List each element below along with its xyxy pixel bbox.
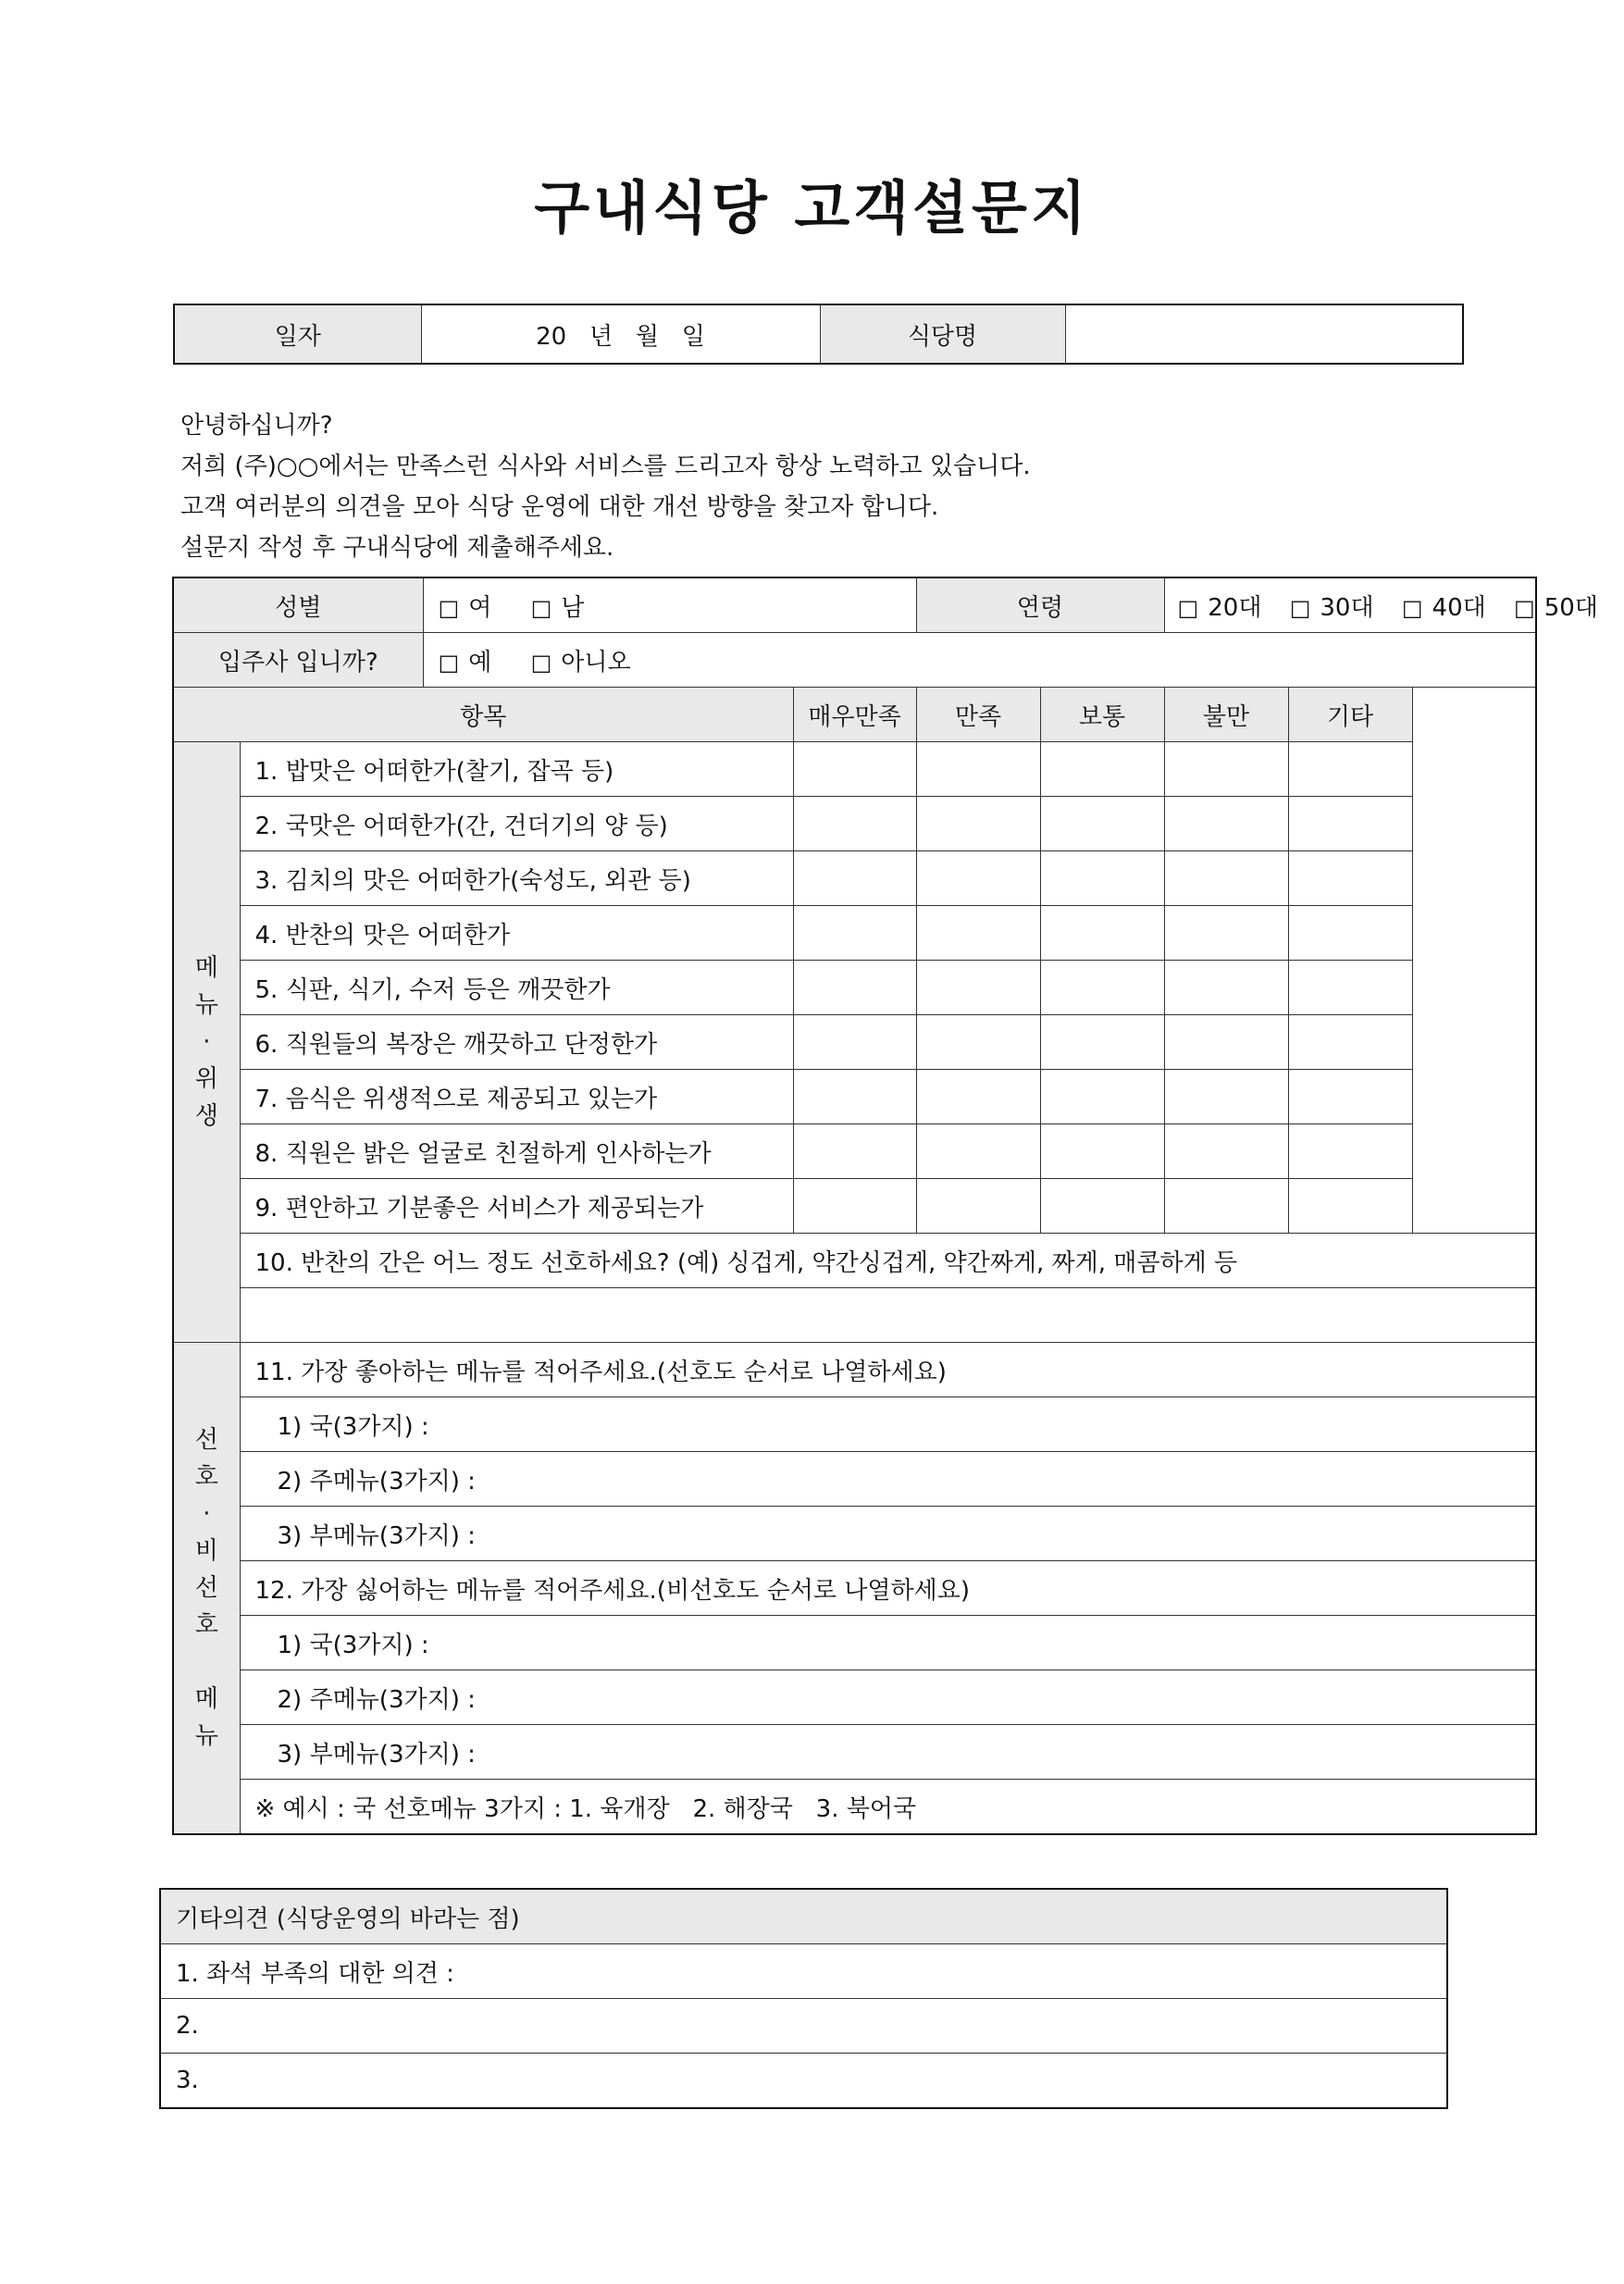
rating-cell[interactable]	[793, 1015, 916, 1070]
rating-cell[interactable]	[1288, 851, 1412, 906]
section-label-char: 선	[194, 1574, 218, 1602]
other-opinion-line-1[interactable]: 1. 좌석 부족의 대한 의견 :	[160, 1944, 1447, 1999]
rating-cell[interactable]	[793, 961, 916, 1015]
rating-cell[interactable]	[1164, 906, 1288, 961]
intro-line: 안녕하십니까?	[180, 412, 333, 440]
intro-line: 설문지 작성 후 구내식당에 제출해주세요.	[180, 534, 614, 562]
rating-cell[interactable]	[1040, 1070, 1164, 1124]
q11-side-menu-field[interactable]: 3) 부메뉴(3가지) :	[240, 1507, 1536, 1561]
rating-cell[interactable]	[1040, 961, 1164, 1015]
question-7: 7. 음식은 위생적으로 제공되고 있는가	[240, 1070, 793, 1124]
rating-cell[interactable]	[1164, 742, 1288, 797]
rating-cell[interactable]	[916, 797, 1040, 851]
rating-cell[interactable]	[1288, 1015, 1412, 1070]
rating-cell[interactable]	[916, 1015, 1040, 1070]
rating-cell[interactable]	[1040, 906, 1164, 961]
rating-cell[interactable]	[793, 1124, 916, 1179]
rating-cell[interactable]	[1164, 961, 1288, 1015]
rating-cell[interactable]	[916, 906, 1040, 961]
example-note: ※ 예시 : 국 선호메뉴 3가지 : 1. 육개장 2. 해장국 3. 북어국	[240, 1780, 1536, 1835]
rating-cell[interactable]	[793, 1179, 916, 1234]
question-3: 3. 김치의 맛은 어떠한가(숙성도, 외관 등)	[240, 851, 793, 906]
rating-cell[interactable]	[1164, 797, 1288, 851]
section-label-char: ·	[203, 1500, 211, 1528]
checkbox-icon[interactable]: □	[438, 594, 460, 621]
checkbox-icon[interactable]: □	[1401, 594, 1423, 621]
section-label-char: 생	[194, 1102, 218, 1130]
question-6: 6. 직원들의 복장은 깨끗하고 단정한가	[240, 1015, 793, 1070]
intro-line: 저희 (주)○○에서는 만족스런 식사와 서비스를 드리고자 항상 노력하고 있습니다.	[180, 453, 1031, 480]
rating-header-dissatisfied: 불만	[1164, 688, 1288, 742]
question-10: 10. 반찬의 간은 어느 정도 선호하세요? (예) 싱겁게, 약간싱겁게, 약간짜게, 짜게, 매콤하게 등	[240, 1234, 1536, 1288]
gender-option-male[interactable]	[531, 594, 585, 622]
section-label-char: 뉴	[194, 1722, 218, 1750]
section-label-char: 위	[194, 1065, 218, 1093]
age-option-40[interactable]	[1402, 594, 1486, 622]
section-label-char: 호	[194, 1611, 218, 1639]
question-1: 1. 밥맛은 어떠한가(찰기, 잡곡 등)	[240, 742, 793, 797]
rating-header-very-satisfied: 매우만족	[793, 688, 916, 742]
rating-cell[interactable]	[1288, 961, 1412, 1015]
section-label-char: 비	[194, 1537, 218, 1565]
section-label-menu-hygiene	[173, 742, 240, 1343]
rating-header-satisfied: 만족	[916, 688, 1040, 742]
rating-cell[interactable]	[793, 1070, 916, 1124]
option-label: 20대	[1208, 593, 1262, 622]
rating-cell[interactable]	[916, 1070, 1040, 1124]
rating-cell[interactable]	[1288, 1179, 1412, 1234]
rating-cell[interactable]	[1040, 851, 1164, 906]
q11-main-menu-field[interactable]: 2) 주메뉴(3가지) :	[240, 1452, 1536, 1507]
rating-cell[interactable]	[1164, 851, 1288, 906]
option-label: 여	[468, 593, 492, 622]
rating-cell[interactable]	[916, 851, 1040, 906]
section-label-char: ·	[203, 1028, 211, 1056]
rating-cell[interactable]	[1164, 1015, 1288, 1070]
rating-cell[interactable]	[1040, 1015, 1164, 1070]
question-8: 8. 직원은 밝은 얼굴로 친절하게 인사하는가	[240, 1124, 793, 1179]
q12-side-menu-field[interactable]: 3) 부메뉴(3가지) :	[240, 1725, 1536, 1780]
age-option-20[interactable]	[1178, 594, 1262, 622]
rating-cell[interactable]	[1288, 742, 1412, 797]
age-option-30[interactable]	[1290, 594, 1374, 622]
section-label-char: 선	[194, 1426, 218, 1454]
checkbox-icon[interactable]: □	[1514, 594, 1535, 621]
other-opinion-line-2[interactable]: 2.	[160, 1999, 1447, 2054]
header-table	[173, 304, 1464, 365]
intro-text	[180, 405, 1031, 568]
checkbox-icon[interactable]: □	[1177, 594, 1199, 621]
date-field[interactable]: 20 년 월 일	[421, 304, 820, 364]
intro-line: 고객 여러분의 의견을 모아 식당 운영에 대한 개선 방향을 찾고자 합니다.	[180, 493, 939, 521]
question-12: 12. 가장 싫어하는 메뉴를 적어주세요.(비선호도 순서로 나열하세요)	[240, 1561, 1536, 1616]
option-label: 남	[561, 593, 585, 622]
section-label-char: 메	[194, 954, 218, 982]
rating-cell[interactable]	[1040, 1124, 1164, 1179]
section-label-preference-menu	[173, 1343, 240, 1835]
question-11: 11. 가장 좋아하는 메뉴를 적어주세요.(선호도 순서로 나열하세요)	[240, 1343, 1536, 1397]
q12-main-menu-field[interactable]: 2) 주메뉴(3가지) :	[240, 1670, 1536, 1725]
section-label-char: 메	[194, 1685, 218, 1713]
age-option-50[interactable]	[1514, 594, 1598, 622]
rating-cell[interactable]	[793, 906, 916, 961]
section-label-char: 호	[194, 1463, 218, 1491]
other-opinions-header: 기타의견 (식당운영의 바라는 점)	[160, 1889, 1447, 1944]
option-label: 아니오	[561, 648, 631, 677]
rating-cell[interactable]	[1288, 906, 1412, 961]
rating-cell[interactable]	[1164, 1070, 1288, 1124]
rating-cell[interactable]	[1040, 742, 1164, 797]
tenant-option-yes[interactable]	[439, 649, 492, 677]
rating-header-neutral: 보통	[1040, 688, 1164, 742]
rating-cell[interactable]	[916, 961, 1040, 1015]
q11-soup-field[interactable]: 1) 국(3가지) :	[240, 1397, 1536, 1452]
section-label-spacer	[174, 1644, 240, 1681]
question-4: 4. 반찬의 맛은 어떠한가	[240, 906, 793, 961]
checkbox-icon[interactable]: □	[530, 649, 552, 676]
rating-cell[interactable]	[1288, 797, 1412, 851]
rating-cell[interactable]	[1164, 1179, 1288, 1234]
section-label-char: 뉴	[194, 991, 218, 1019]
question-10-answer-field[interactable]	[240, 1288, 1536, 1343]
rating-cell[interactable]	[793, 797, 916, 851]
checkbox-icon[interactable]: □	[1289, 594, 1311, 621]
question-9: 9. 편안하고 기분좋은 서비스가 제공되는가	[240, 1179, 793, 1234]
age-label: 연령	[916, 577, 1164, 633]
checkbox-icon[interactable]: □	[438, 649, 460, 676]
gender-options	[423, 577, 916, 633]
rating-cell[interactable]	[916, 742, 1040, 797]
restaurant-label: 식당명	[820, 304, 1065, 364]
question-5: 5. 식판, 식기, 수저 등은 깨끗한가	[240, 961, 793, 1015]
rating-cell[interactable]	[916, 1179, 1040, 1234]
rating-cell[interactable]	[1040, 797, 1164, 851]
option-label: 50대	[1543, 593, 1598, 622]
tenant-options	[423, 633, 1536, 688]
restaurant-field[interactable]	[1065, 304, 1463, 364]
question-2: 2. 국맛은 어떠한가(간, 건더기의 양 등)	[240, 797, 793, 851]
rating-cell[interactable]	[1288, 1124, 1412, 1179]
option-label: 30대	[1320, 593, 1374, 622]
checkbox-icon[interactable]: □	[530, 594, 552, 621]
gender-label: 성별	[173, 577, 423, 633]
rating-cell[interactable]	[793, 742, 916, 797]
rating-cell[interactable]	[1164, 1124, 1288, 1179]
option-label: 40대	[1432, 593, 1486, 622]
rating-cell[interactable]	[793, 851, 916, 906]
rating-cell[interactable]	[1040, 1179, 1164, 1234]
gender-option-female[interactable]	[439, 594, 492, 622]
item-column-header: 항목	[173, 688, 793, 742]
age-options	[1164, 577, 1598, 633]
tenant-option-no[interactable]	[531, 649, 631, 677]
survey-table	[172, 577, 1598, 1835]
other-opinions-table	[159, 1888, 1448, 2109]
page-title: 구내식당 고객설문지	[534, 174, 1090, 242]
q12-soup-field[interactable]: 1) 국(3가지) :	[240, 1616, 1536, 1670]
option-label: 예	[468, 648, 492, 677]
rating-cell[interactable]	[1288, 1070, 1412, 1124]
rating-header-other: 기타	[1288, 688, 1412, 742]
tenant-label: 입주사 입니까?	[173, 633, 423, 688]
date-label: 일자	[174, 304, 421, 364]
rating-cell[interactable]	[916, 1124, 1040, 1179]
other-opinion-line-3[interactable]: 3.	[160, 2054, 1447, 2109]
